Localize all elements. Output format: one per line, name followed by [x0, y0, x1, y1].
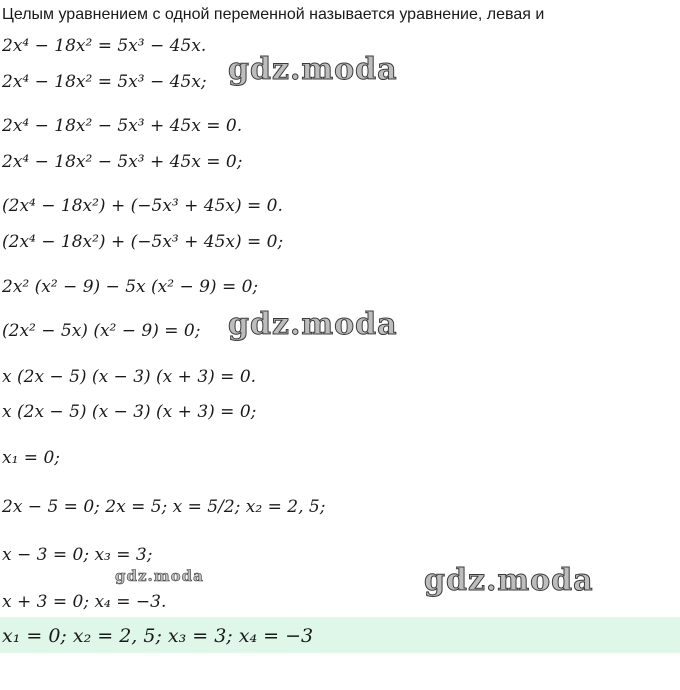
- equation-line-14: x + 3 = 0; x₄ = −3.: [2, 592, 167, 612]
- equation-line-7: 2x² (x² − 9) − 5x (x² − 9) = 0;: [2, 277, 259, 297]
- watermark-logo-small: gdz.moda: [115, 567, 204, 585]
- equation-line-8: (2x² − 5x) (x² − 9) = 0;: [2, 321, 201, 341]
- equation-line-13: x − 3 = 0; x₃ = 3;: [2, 545, 153, 565]
- answer-text: x₁ = 0; x₂ = 2, 5; x₃ = 3; x₄ = −3: [2, 625, 314, 647]
- equation-line-11: x₁ = 0;: [2, 448, 60, 468]
- answer-box: [0, 617, 680, 653]
- equation-line-2: 2x⁴ − 18x² = 5x³ − 45x;: [2, 72, 207, 92]
- equation-line-3: 2x⁴ − 18x² − 5x³ + 45x = 0.: [2, 116, 243, 136]
- equation-line-12: 2x − 5 = 0; 2x = 5; x = 5/2; x₂ = 2, 5;: [2, 497, 326, 517]
- equation-line-5: (2x⁴ − 18x²) + (−5x³ + 45x) = 0.: [2, 196, 283, 216]
- equation-line-6: (2x⁴ − 18x²) + (−5x³ + 45x) = 0;: [2, 232, 284, 252]
- equation-line-9: x (2x − 5) (x − 3) (x + 3) = 0.: [2, 367, 257, 387]
- equation-line-1: 2x⁴ − 18x² = 5x³ − 45x.: [2, 36, 207, 56]
- equation-line-4: 2x⁴ − 18x² − 5x³ + 45x = 0;: [2, 152, 243, 172]
- watermark-logo: gdz.moda: [228, 52, 398, 87]
- watermark-logo: gdz.moda: [228, 307, 398, 342]
- intro-text: Целым уравнением с одной переменной называется уравнение, левая и: [2, 6, 545, 23]
- equation-line-10: x (2x − 5) (x − 3) (x + 3) = 0;: [2, 402, 257, 422]
- watermark-logo: gdz.moda: [424, 563, 594, 598]
